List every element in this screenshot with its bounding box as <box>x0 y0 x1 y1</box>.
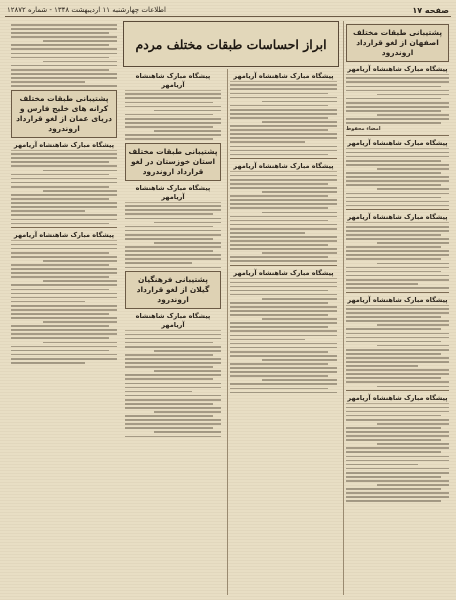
article-title: پیشگاه مبارک شاهنشاه آریامهر <box>125 312 221 331</box>
center-columns <box>123 69 339 595</box>
article-title: پیشگاه مبارک شاهنشاه آریامهر <box>11 141 117 151</box>
article-text <box>230 84 337 155</box>
article-text <box>346 308 449 387</box>
article-title: پیشگاه مبارک شاهنشاه آریامهر <box>347 139 448 148</box>
article-title: پیشگاه مبارک شاهنشاه آریامهر <box>11 231 117 241</box>
divider <box>346 390 449 391</box>
article <box>346 139 449 206</box>
divider <box>346 209 449 210</box>
article <box>125 312 221 437</box>
article <box>346 213 449 288</box>
gilan-heading: پشتیبانی فرهنگیان گیلان از لغو قرارداد اروندرود <box>125 271 221 309</box>
center-block <box>123 21 339 595</box>
main-headline: ابراز احساسات طبقات مختلف مردم <box>123 21 339 67</box>
divider <box>11 227 117 228</box>
columns <box>5 21 451 595</box>
article <box>125 72 221 140</box>
article-title: پیشگاه مبارک شاهنشاه آریامهر <box>125 72 221 91</box>
article-title: پیشگاه مبارک شاهنشاه آریامهر <box>347 65 448 73</box>
article-title: پیشگاه مبارک شاهنشاه آریامهر <box>230 162 337 172</box>
article <box>346 394 449 502</box>
issue-info: اطلاعات چهارشنبه ۱۱ اردیبهشت ۱۳۴۸ - شماره ۱۲۸۷۲ <box>7 6 166 14</box>
article-text <box>125 93 221 140</box>
article-title: پیشگاه مبارک شاهنشاه آریامهر <box>347 394 448 403</box>
divider <box>346 292 449 293</box>
article <box>230 72 337 155</box>
column-3 <box>123 69 223 595</box>
article-signature: امضاء محفوظ <box>346 126 381 133</box>
divider <box>230 265 337 266</box>
article-text <box>346 152 449 207</box>
article <box>11 231 117 363</box>
khuzestan-heading: پشتیبانی طبقات مختلف استان خوزستان در لغو قرارداد اروندرود <box>125 143 221 181</box>
column-2 <box>227 69 339 595</box>
isfahan-heading: پشتیبانی طبقات مختلف اصفهان از لغو قرارداد اروندرود <box>346 24 449 62</box>
article-text <box>11 24 117 87</box>
article-text <box>346 407 449 502</box>
article-text <box>11 244 117 364</box>
article-text <box>346 77 449 124</box>
article-text <box>125 334 221 438</box>
article-title: پیشگاه مبارک شاهنشاه آریامهر <box>125 184 221 203</box>
article-title: پیشگاه مبارک شاهنشاه آریامهر <box>230 72 337 82</box>
article-text <box>11 153 117 224</box>
divider <box>346 135 449 136</box>
article-title: پیشگاه مبارک شاهنشاه آریامهر <box>347 295 448 304</box>
article-text <box>230 282 337 394</box>
article-text <box>125 205 221 268</box>
article <box>11 141 117 224</box>
article-text <box>230 175 337 262</box>
page-header <box>5 4 451 17</box>
article <box>346 296 449 388</box>
article-title: پیشگاه مبارک شاهنشاه آریامهر <box>347 213 448 222</box>
article-text <box>346 226 449 289</box>
article <box>346 65 449 132</box>
column-4 <box>9 21 119 595</box>
article-title: پیشگاه مبارک شاهنشاه آریامهر <box>230 269 337 279</box>
page-number: صفحه ۱۷ <box>412 5 449 15</box>
article <box>230 162 337 262</box>
article <box>230 269 337 393</box>
article <box>125 184 221 268</box>
guilds-heading: پشتیبانی طبقات مختلف کرانه های خلیج فارس و دریای عمان از لغو قرارداد اروندرود <box>11 90 117 138</box>
divider <box>230 158 337 159</box>
column-1 <box>343 21 451 595</box>
article <box>11 24 117 87</box>
